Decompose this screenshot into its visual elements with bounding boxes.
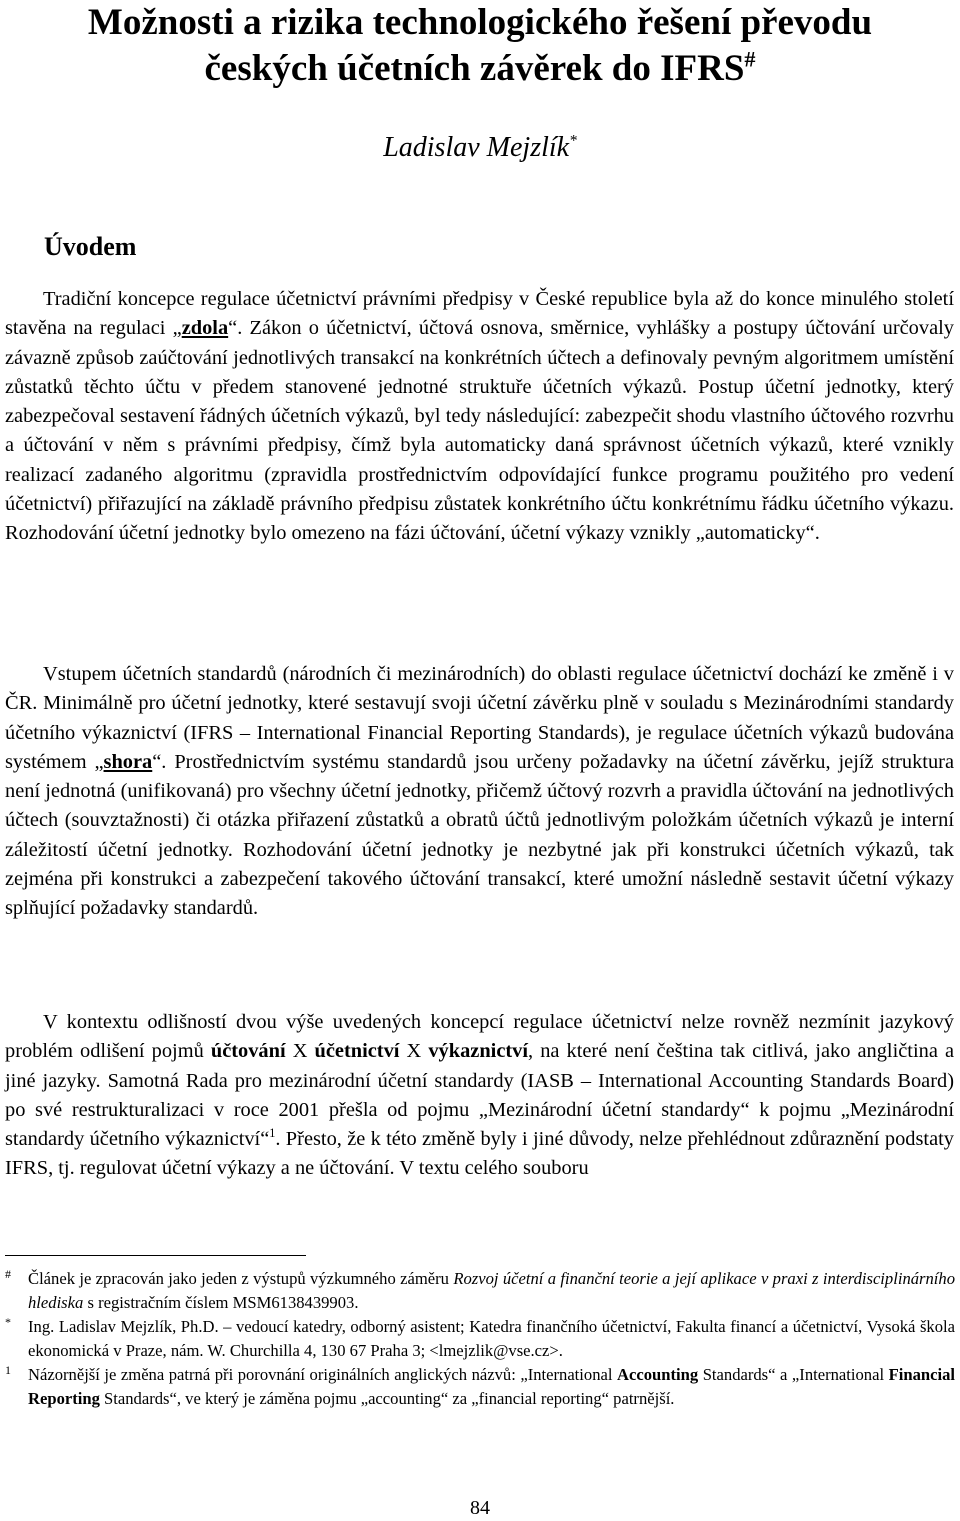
footnote-divider xyxy=(5,1255,306,1256)
p3-sep-2: X xyxy=(399,1040,429,1063)
p3-term-ucetnictvi: účetnictví xyxy=(314,1040,400,1063)
footnote-mark: * xyxy=(5,1315,11,1329)
p3-term-uctovani: účtování xyxy=(210,1040,286,1063)
footnote-text: Standards“, ve který je záměna pojmu „accounting“ za „financial reporting“ patrnější. xyxy=(99,1389,675,1408)
footnote-mark: 1 xyxy=(5,1363,11,1377)
footnote-text: s registračním číslem MSM6138439903. xyxy=(83,1293,359,1312)
footnote-bold-term: Accounting xyxy=(617,1365,699,1384)
footnote-text: Názornější je změna patrná při porovnání originálních anglických názvů: „International xyxy=(28,1365,618,1384)
p2-emphasis-shora: shora xyxy=(103,750,153,773)
footnote-text: Ing. Ladislav Mejzlík, Ph.D. – vedoucí katedry, odborný asistent; Katedra finančního účetnictví, Fakulta financí a účetnictví, Vysoká škola ekonomická v Praze, nám. W. Churchilla 4, 130 67 Praha 3; <lmejzlik@vse.cz>. xyxy=(28,1317,955,1360)
p2-text-c: “. Prostřednictvím systému standardů jsou určeny požadavky na účetní závěrku, jejíž struktura není jednotná (unifikovaná) pro všechny účetní jednotky, přičemž účtový rozvrh a pravidla účtování na jednotlivých účtech (souvztažnosti) či otázka přiřazení zůstatků a obratů účtů jednotlivým položkám účetních výkazů je interní záležitostí účetní jednotky. Rozhodování účetní jednotky je nezbytné jak při konstrukci účetních výkazů, tak zejména při konstrukci a zabezpečení takového účtování transakcí, které umožní následně sestavit účetní výkazy splňující požadavky standardů. xyxy=(5,750,954,920)
footnote-asterisk xyxy=(5,1315,955,1363)
paragraph-2 xyxy=(5,660,954,924)
p3-sep-1: X xyxy=(285,1040,315,1063)
footnote-text: Standards“ a „International xyxy=(698,1365,889,1384)
paragraph-1 xyxy=(5,285,954,549)
title-line-2-text: českých účetních závěrek do IFRS xyxy=(204,48,745,89)
footnote-bold-term: Financial Reporting xyxy=(28,1365,955,1408)
p3-text-d: . Přesto, že k této změně byly i jiné důvody, nelze přehlédnout zdůraznění podstaty IFRS, tj. regulovat účetní výkazy a ne účtování. V textu celého souboru xyxy=(5,1128,954,1180)
p3-term-vykaznictvi: výkaznictví xyxy=(428,1040,529,1063)
footnotes xyxy=(5,1267,955,1411)
footnote-text: Článek je zpracován jako jeden z výstupů výzkumného záměru xyxy=(28,1269,454,1288)
page-title xyxy=(0,0,960,92)
p1-text-c: “. Zákon o účetnictví, účtová osnova, směrnice, vyhlášky a postupy účtování určovaly závazně způsob zaúčtování jednotlivých transakcí na konkrétních účtech a definovaly pevným algoritmem umístění zůstatků těchto účtu v předem stanovené jednotné struktuře účetních výkazů. Postup účetní jednotky, který zabezpečoval sestavení řádných účetních výkazů, byl tedy následující: zabezpečit shodu vlastního účtového rozvrhu a účtování v něm s právními předpisy, čímž byla automaticky daná správnost účetních výkazů, které vznikly realizací zadaného algoritmu (zpravidla prostřednictvím odpovídající funkce programu použitého pro vedení účetnictví) přiřazující na základě právního předpisu zůstatek konkrétního účtu konkrétnímu řádku účetního výkazu. Rozhodování účetní jednotky bylo omezeno na fázi účtování, účetní výkazy vznikly „automaticky“. xyxy=(5,317,954,545)
footnote-1 xyxy=(5,1363,955,1411)
title-line-1: Možnosti a rizika technologického řešení převodu xyxy=(87,2,873,43)
title-footnote-mark: # xyxy=(744,46,756,72)
author-name: Ladislav Mejzlík xyxy=(383,132,570,163)
p3-text-a: V kontextu odlišností dvou výše uvedených koncepcí regulace účetnictví nelze rovněž nezmínit jazykový problém odlišení pojmů xyxy=(5,1011,954,1063)
author-line xyxy=(0,130,960,166)
title-line-2 xyxy=(0,46,960,92)
footnote-hash xyxy=(5,1267,955,1315)
p2-text-a: Vstupem účetních standardů (národních či mezinárodních) do oblasti regulace účetnictví dochází ke změně i v ČR. Minimálně pro účetní jednotky, které sestavují svoji účetní závěrku plně v souladu s Mezinárodními standardy účetního výkaznictví (IFRS – International Financial Reporting Standards), je regulace účetních výkazů budována systémem „ xyxy=(5,663,954,773)
paragraph-3 xyxy=(5,1008,954,1184)
author-footnote-mark: * xyxy=(569,132,577,150)
p1-emphasis-zdola: zdola xyxy=(181,317,229,340)
p3-text-c: , na které není čeština tak citlivá, jako angličtina a jiné jazyky. Samotná Rada pro mezinárodní účetní standardy (IASB – International Accounting Standards Board) po své restrukturalizaci v roce 2001 přešla od pojmu „Mezinárodní účetní standardy“ k pojmu „Mezinárodní standardy účetního výkaznictví“ xyxy=(5,1040,955,1151)
p1-text-a: Tradiční koncepce regulace účetnictví právními předpisy v České republice byla až do konce minulého století stavěna na regulaci „ xyxy=(5,288,954,340)
footnote-ref-1[interactable]: 1 xyxy=(269,1126,276,1141)
footnote-mark: # xyxy=(5,1267,11,1281)
footnote-project-title: Rozvoj účetní a finanční teorie a její aplikace v praxi z interdisciplinárního hlediska xyxy=(28,1269,955,1312)
section-heading: Úvodem xyxy=(44,232,137,261)
page-number: 84 xyxy=(470,1497,490,1519)
